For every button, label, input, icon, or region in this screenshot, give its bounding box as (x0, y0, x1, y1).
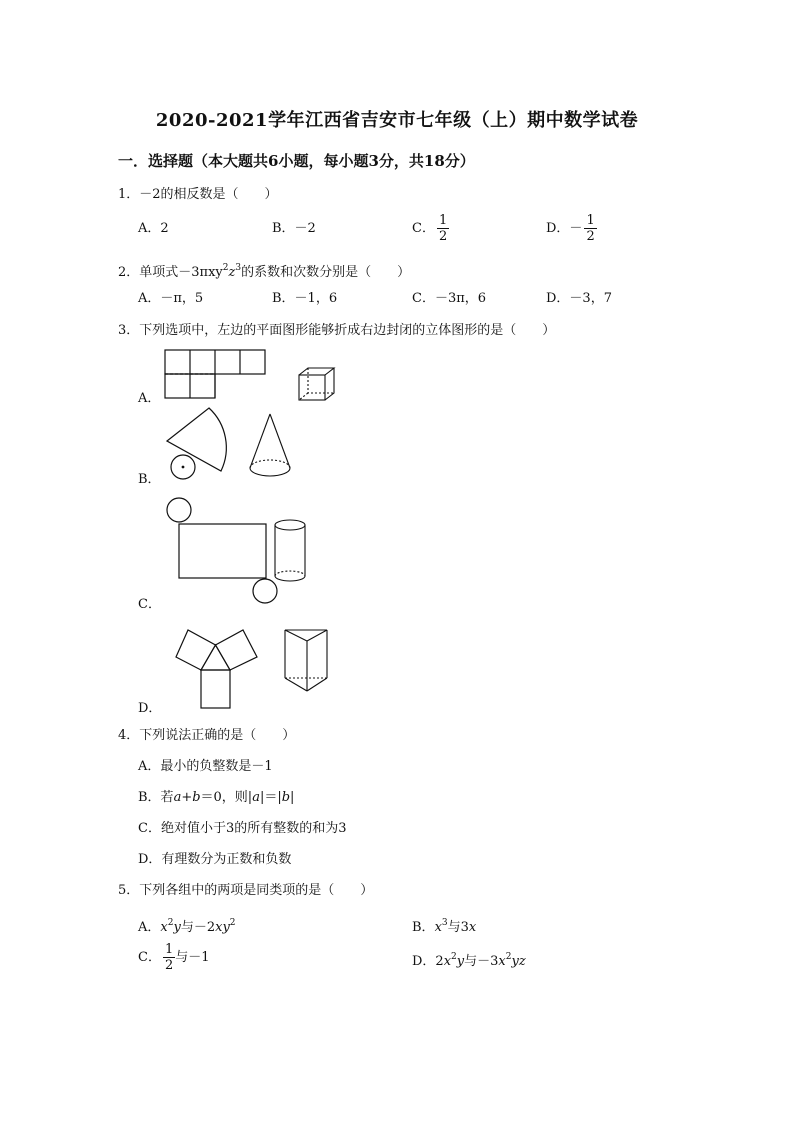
cone-net-figure (165, 405, 227, 483)
option-text: 与3 (447, 920, 469, 935)
denominator: 2 (438, 229, 448, 244)
question-2-option-a: A．－π，5 (138, 291, 204, 306)
question-4-option-a: A．最小的负整数是－1 (138, 759, 273, 774)
variable: x (498, 954, 506, 969)
variable: yz (511, 954, 526, 969)
cylinder-net-figure (166, 497, 281, 607)
option-text: | (290, 790, 295, 805)
option-text: B．若 (138, 790, 174, 805)
question-2-stem (118, 259, 410, 282)
numerator: 1 (438, 213, 448, 228)
exponent: 2 (167, 918, 174, 928)
question-1-option-b: B．－2 (272, 221, 316, 236)
stem-text: 的系数和次数分别是（ ） (241, 265, 411, 280)
numerator: 1 (164, 942, 174, 957)
stem-text: 2．单项式－3πxy (118, 265, 223, 280)
variable: x (160, 920, 168, 935)
variable: x (434, 920, 442, 935)
option-text: 与－2 (180, 920, 216, 935)
denominator: 2 (164, 958, 174, 973)
exponent: 3 (235, 263, 242, 273)
question-4-option-d: D．有理数分为正数和负数 (138, 852, 292, 867)
cube-net-figure (164, 349, 266, 399)
question-3-option-d: D． (138, 701, 162, 716)
question-3-stem: 3．下列选项中，左边的平面图形能够折成右边封闭的立体图形的是（ ） (118, 323, 556, 338)
exponent: 2 (222, 263, 229, 273)
exponent: 2 (505, 952, 512, 962)
question-2-option-d: D．－3，7 (546, 291, 612, 306)
exponent: 2 (451, 952, 457, 962)
numerator: 1 (586, 213, 595, 228)
fraction (584, 213, 596, 244)
fraction (437, 213, 449, 244)
option-text: 与－3 (464, 954, 499, 969)
question-3-option-a: A． (138, 391, 161, 406)
option-label: B． (412, 920, 435, 935)
triangular-prism-figure (283, 627, 331, 695)
question-5-option-c (138, 942, 210, 973)
option-label: D．2 (412, 954, 444, 969)
exponent: 3 (441, 918, 448, 928)
question-5-stem: 5．下列各组中的两项是同类项的是（ ） (118, 883, 374, 898)
variable: xy (215, 920, 230, 935)
option-label: D．－ (546, 221, 583, 236)
question-2-option-c: C．－3π，6 (412, 291, 487, 306)
question-3-option-b: B． (138, 472, 161, 487)
cylinder-figure (272, 518, 308, 586)
question-1-option-a: A．2 (138, 221, 169, 236)
question-4-option-c: C．绝对值小于3的所有整数的和为3 (138, 821, 347, 836)
question-1-option-c (412, 213, 449, 244)
question-5-option-a (138, 914, 236, 937)
exponent: 2 (229, 918, 236, 928)
fraction (163, 942, 175, 973)
option-label: C． (138, 950, 161, 965)
variable: b (281, 790, 291, 805)
option-text: ＝0，则| (200, 790, 253, 805)
variable: a (252, 790, 260, 805)
variable: y (456, 954, 465, 969)
page-title: 2020-2021学年江西省吉安市七年级（上）期中数学试卷 (155, 110, 639, 131)
question-1-stem: 1．－2的相反数是（ ） (118, 187, 278, 202)
question-5-option-d (412, 948, 526, 971)
question-4-stem: 4．下列说法正确的是（ ） (118, 728, 296, 743)
variable: x (443, 954, 452, 969)
question-1-option-d (546, 213, 597, 244)
cube-figure (297, 366, 337, 402)
option-label: C． (412, 221, 435, 236)
cone-figure (248, 412, 292, 480)
variable: z (228, 265, 236, 280)
section-heading: 一．选择题（本大题共6小题，每小题3分，共18分） (118, 152, 475, 170)
variable: y (173, 920, 181, 935)
question-3-option-c: C． (138, 597, 161, 612)
denominator: 2 (586, 229, 595, 244)
option-text: 与－1 (175, 950, 210, 965)
question-2-option-b: B．－1，6 (272, 291, 338, 306)
option-label: A． (138, 920, 161, 935)
math-expression: a+b (173, 790, 201, 805)
prism-net-figure (164, 617, 268, 711)
question-5-option-b (412, 914, 476, 937)
option-text: |＝| (259, 790, 282, 805)
variable: x (468, 920, 477, 935)
question-4-option-b (138, 789, 294, 807)
